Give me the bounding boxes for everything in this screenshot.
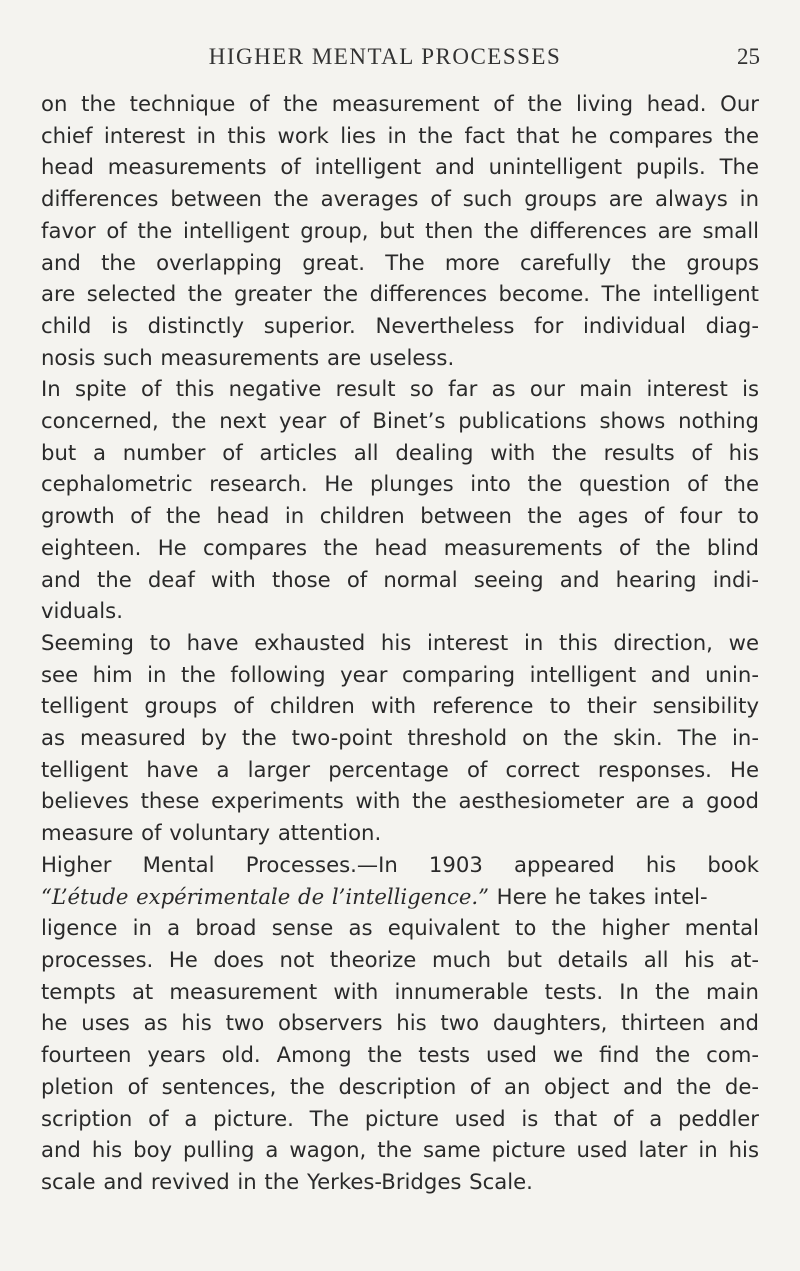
text-line: In spite of this negative result so far as our main interest is [41, 376, 759, 402]
text-line: child is distinctly superior. Nevertheless for individual diag- [41, 312, 759, 338]
text-line: and his boy pulling a wagon, the same picture used later in his [41, 1137, 759, 1163]
text-line: head measurements of intelligent and unintelligent pupils. The [41, 154, 759, 180]
text-line: viduals. [41, 598, 123, 624]
text-line: fourteen years old. Among the tests used we find the com- [41, 1042, 759, 1068]
text-line: telligent have a larger percentage of correct responses. He [41, 756, 759, 782]
text-line: processes. He does not theorize much but details all his at- [41, 946, 759, 972]
text-line: he uses as his two observers his two daughters, thirteen and [41, 1010, 759, 1036]
text-line: tempts at measurement with innumerable tests. In the main [41, 978, 759, 1004]
text-line: but a number of articles all dealing with the results of his [41, 439, 759, 465]
text-line: nosis such measurements are useless. [41, 344, 455, 370]
text-line: differences between the averages of such groups are always in [41, 186, 759, 212]
text-line: Higher Mental Processes.—In 1903 appeared his book [41, 851, 759, 877]
page-number: 25 [737, 44, 760, 69]
text-fragment: Here he takes intel- [488, 883, 708, 909]
text-line: measure of voluntary attention. [41, 820, 382, 846]
text-line: scription of a picture. The picture used is that of a peddler [41, 1105, 759, 1131]
text-line: favor of the intelligent group, but then the differences are small [41, 217, 759, 243]
text-line: telligent groups of children with reference to their sensibility [41, 693, 759, 719]
body-text [41, 88, 759, 1198]
text-line: on the technique of the measurement of the living head. Our [41, 91, 759, 116]
text-line: eighteen. He compares the head measurements of the blind [41, 534, 759, 560]
text-line: concerned, the next year of Binet’s publications shows nothing [41, 408, 759, 434]
text-line: believes these experiments with the aesthesiometer are a good [41, 788, 759, 814]
book-title: “L’étude expérimentale de l’intelligence.” [41, 883, 489, 909]
text-line: and the deaf with those of normal seeing and hearing indi- [41, 566, 759, 592]
text-line: see him in the following year comparing intelligent and unin- [41, 661, 759, 687]
text-line: scale and revived in the Yerkes-Bridges Scale. [41, 1168, 533, 1194]
text-line: as measured by the two-point threshold on the skin. The in- [41, 725, 759, 751]
running-head: HIGHER MENTAL PROCESSES [208, 44, 562, 69]
text-line: pletion of sentences, the description of an object and the de- [41, 1073, 759, 1099]
text-line: ligence in a broad sense as equivalent to the higher mental [41, 915, 759, 941]
text-line: and the overlapping great. The more carefully the groups [41, 249, 759, 275]
text-line: chief interest in this work lies in the fact that he compares the [41, 122, 759, 148]
text-line: cephalometric research. He plunges into the question of the [41, 471, 759, 497]
text-line [41, 881, 759, 913]
text-line: Seeming to have exhausted his interest in this direction, we [41, 629, 759, 655]
text-line: growth of the head in children between the ages of four to [41, 503, 759, 529]
text-line: are selected the greater the differences become. The intelligent [41, 281, 759, 307]
